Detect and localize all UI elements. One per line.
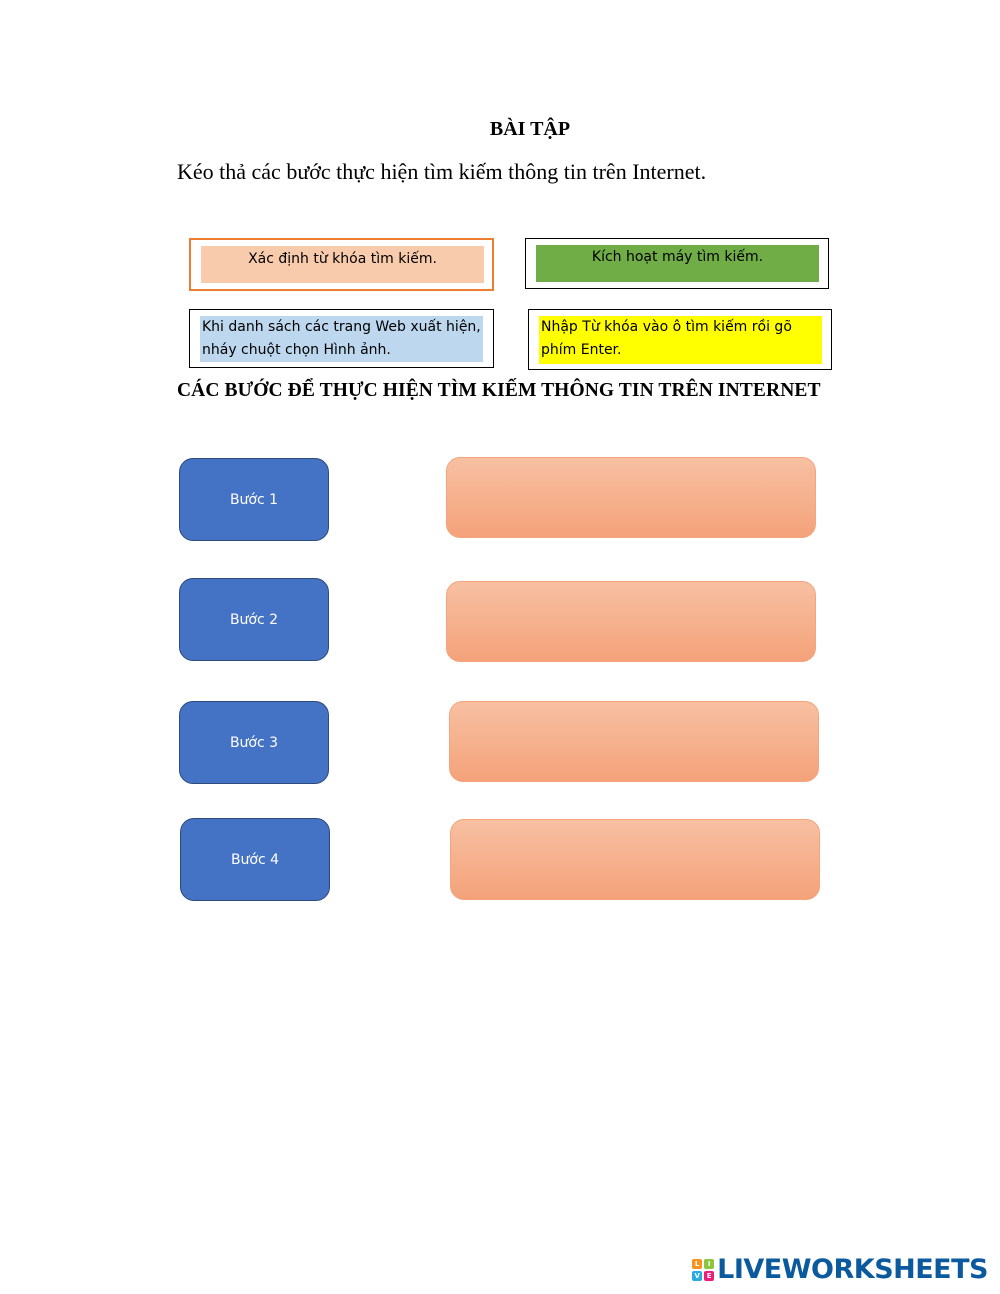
instruction-text: Kéo thả các bước thực hiện tìm kiếm thông tin trên Internet.	[177, 159, 707, 184]
card-label: Xác định từ khóa tìm kiếm.	[201, 246, 484, 283]
draggable-card-enter-keyword[interactable]	[528, 309, 832, 370]
draggable-card-select-images[interactable]	[189, 309, 494, 368]
step-4-label: Bước 4	[180, 818, 330, 901]
drop-zone-step-4[interactable]	[450, 819, 820, 900]
worksheet-title: BÀI TẬP	[489, 118, 571, 140]
card-label: Kích hoạt máy tìm kiếm.	[536, 245, 819, 282]
drop-zone-step-2[interactable]	[446, 581, 816, 662]
drop-zone-step-1[interactable]	[446, 457, 816, 538]
brand-name: LIVEWORKSHEETS	[717, 1254, 988, 1285]
card-label: Khi danh sách các trang Web xuất hiện, nháy chuột chọn Hình ảnh.	[200, 316, 483, 362]
drop-zone-step-3[interactable]	[449, 701, 819, 782]
draggable-card-define-keyword[interactable]	[189, 238, 494, 291]
draggable-card-activate-search-engine[interactable]	[525, 238, 829, 289]
step-2-label: Bước 2	[179, 578, 329, 661]
step-3-label: Bước 3	[179, 701, 329, 784]
step-1-label: Bước 1	[179, 458, 329, 541]
section-heading: CÁC BƯỚC ĐỂ THỰC HIỆN TÌM KIẾM THÔNG TIN TRÊN INTERNET	[177, 380, 821, 401]
liveworksheets-brand	[692, 1254, 988, 1285]
liveworksheets-logo-icon: L I V E	[692, 1259, 714, 1281]
card-label: Nhập Từ khóa vào ô tìm kiếm rồi gõ phím Enter.	[539, 316, 822, 364]
